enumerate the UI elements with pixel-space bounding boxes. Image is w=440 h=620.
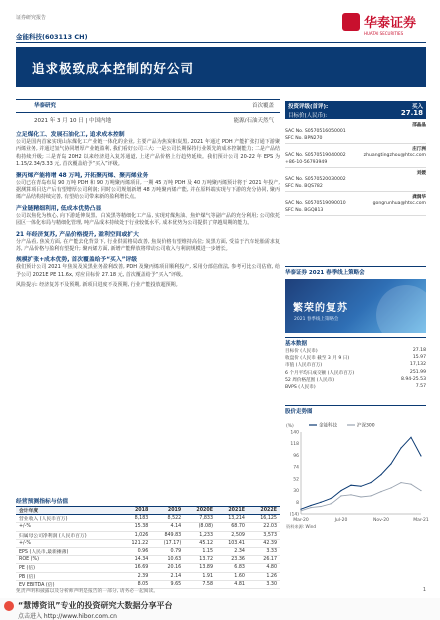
financials-column-header: 2021E xyxy=(216,507,248,515)
series-line-1 xyxy=(301,437,421,509)
financials-cell: 121.22 xyxy=(119,539,151,547)
series-point xyxy=(340,490,341,491)
financials-cell: 8,522 xyxy=(151,515,184,523)
financials-cell: 2,509 xyxy=(216,531,248,539)
basic-data-row xyxy=(285,355,426,362)
financials-cell: PE (倍) xyxy=(16,564,119,572)
financials-row xyxy=(16,539,280,547)
basic-data-key: 52 周价格范围 (人民币) xyxy=(285,377,335,383)
company-ticker: 金能科技(603113 CH) xyxy=(16,33,88,41)
banner-subline: 2021 春季线上策略会 xyxy=(294,317,339,322)
analyst-sac: SAC No. S0570516050001 xyxy=(285,129,346,134)
section-paragraph: 公司已在青岛布局 90 万吨 PDH 和 90 万吨聚丙烯项目, 一期 45 万吨 PDH 及 40 万吨聚丙烯预计将于 2021 年投产, 据测算项目达产后有望增厚公司利润; 同时公司规划新增 48 万吨聚丙烯产能, 并在原料端实现与下游的充分协同, 聚丙烯产品结构持续完善, 有望给公司带来新的盈利增长点。 xyxy=(16,179,280,201)
huatai-logo xyxy=(342,10,426,42)
analyst-sfc: SFC No. BPN270 xyxy=(285,136,323,141)
financials-cell: 13.89 xyxy=(184,564,216,572)
analyst-sac: SAC No. S0570520030002 xyxy=(285,177,346,182)
series-point xyxy=(360,496,361,497)
series-point xyxy=(310,507,311,508)
legend-label: 沪深300 xyxy=(357,423,375,429)
series-point xyxy=(400,447,401,448)
analyst-card xyxy=(285,170,426,192)
analyst-list xyxy=(285,122,426,218)
financials-cell: EPS (人民币,最新摊薄) xyxy=(16,547,119,555)
series-point xyxy=(300,509,301,510)
financials-cell: 3,573 xyxy=(248,531,280,539)
financials-row xyxy=(16,547,280,555)
analyst-sac: SAC No. S0570519040002 xyxy=(285,153,346,158)
target-key: 目标价(人民币): xyxy=(288,113,328,119)
financials-cell: +/-% xyxy=(16,523,119,531)
financials-cell: 103.41 xyxy=(216,539,248,547)
financials-column-header: 2019 xyxy=(151,507,184,515)
financials-cell: 9.65 xyxy=(151,580,184,588)
financials-header-row xyxy=(16,507,280,515)
financials-cell: 2.34 xyxy=(216,547,248,555)
financials-cell: 1.91 xyxy=(184,572,216,580)
logo-mark-icon xyxy=(342,13,360,31)
basic-data-row xyxy=(285,384,426,391)
title-banner xyxy=(16,47,426,87)
series-point xyxy=(310,505,311,506)
section-paragraph: 分产品看, 焦炭方面, 在产能去化背景下, 行业供需格局改善, 焦炭价格有望维持高位; 炭黑方面, 受益于汽车轮胎需求复苏, 产品价格与盈利有望提升; 聚丙烯方面, 新增产能释放将带动公司收入与利润规模进一步增长。 xyxy=(16,238,280,253)
financials-cell: 26.17 xyxy=(248,556,280,564)
rating-value: 买入 xyxy=(411,104,423,110)
report-title: 追求极致成本控制的好公司 xyxy=(32,61,195,76)
basic-data-table xyxy=(285,348,426,391)
basic-data-value: 251.99 xyxy=(409,369,426,375)
series-point xyxy=(360,486,361,487)
financials-cell: (17.17) xyxy=(151,539,184,547)
series-point xyxy=(320,506,321,507)
financials-column-header: 2018 xyxy=(119,507,151,515)
series-point xyxy=(330,498,331,499)
basic-data-key: BVPS (人民币) xyxy=(285,384,316,390)
financials-cell: 归属母公司净利润 (人民币百万) xyxy=(16,531,119,539)
series-point xyxy=(370,482,371,483)
basic-data-key: 目标价 (人民币) xyxy=(285,349,318,354)
financials-row xyxy=(16,564,280,572)
research-label: 华泰研究 xyxy=(34,103,57,109)
analyst-card xyxy=(285,122,426,144)
hibor-link[interactable]: 点击进入 http://www.hibor.com.cn xyxy=(18,613,117,620)
financials-row xyxy=(16,556,280,564)
financials-cell: ROE (%) xyxy=(16,556,119,564)
series-point xyxy=(370,495,371,496)
basic-data-row xyxy=(285,348,426,355)
basic-data-row xyxy=(285,370,426,377)
report-region: 中国内地 xyxy=(89,118,112,124)
series-point xyxy=(400,482,401,483)
chart-divider xyxy=(285,405,426,406)
series-point xyxy=(340,495,341,496)
financials-cell: 23.36 xyxy=(216,556,248,564)
y-tick-label: 96 xyxy=(293,453,299,459)
rating-key: 投资评级(首评): xyxy=(288,104,329,110)
financials-row xyxy=(16,523,280,531)
chart-source: 资料来源: Wind xyxy=(286,524,317,529)
financials-cell: 1.15 xyxy=(184,547,216,555)
analyst-sfc: +86-10-56793949 xyxy=(285,160,328,165)
section-heading: 产业链精细利用, 低成本优势凸显 xyxy=(16,205,102,212)
rating-bar xyxy=(285,101,426,119)
y-tick-label: 74 xyxy=(293,465,299,471)
analyst-sac: SAC No. S0570519090010 xyxy=(285,201,346,206)
series-point xyxy=(380,474,381,475)
analyst-contact[interactable]: zhuangtingzhou@htsc.com xyxy=(363,153,426,158)
series-point xyxy=(420,455,421,456)
logo-text-en: HUATAI SECURITIES xyxy=(364,31,404,36)
financials-column-header: 会计年度 xyxy=(16,507,119,515)
series-point xyxy=(420,490,421,491)
hibor-logo-icon xyxy=(4,601,14,611)
series-point xyxy=(380,491,381,492)
series-point xyxy=(390,487,391,488)
financials-cell: 3.33 xyxy=(248,547,280,555)
strategy-heading: 华泰证券 2021 春季线上策略会 xyxy=(285,270,365,276)
section-paragraph: 公司以焦化为核心, 向下游延伸炭黑、白炭黑等精细化工产品, 实现对煤焦油、焦炉煤气等副产品的充分利用; 公司依托园区一体化布局与精细化管理, 吨产品成本持续处于行业较低水平, 成本优势为公司提供了穿越周期的能力。 xyxy=(16,212,280,227)
hibor-promo-strip[interactable] xyxy=(0,598,440,620)
section-paragraph: 公司是国内首家实现山东煤化工产业链一体化的企业, 主要产品为焦炭和炭黑, 2021 年通过 PDH 产能扩张打通下游聚丙烯业务, 并通过氢气协同增厚产业链盈利, 我们看好公司三大: 一是公司长期保持行业领先的成本控制能力; 二是产品结构持续升级; 三是青岛 20H2 以来经济进入复苏通道, 上述产品价格上行趋势延续。我们预计公司 20-22 年 EPS 为 1.15/2.34/3.33 元, 首次覆盖给予“买入”评级。 xyxy=(16,139,280,168)
report-body xyxy=(16,128,280,290)
analyst-name: 庄汀洲 xyxy=(412,147,426,152)
financials-cell: 68.70 xyxy=(216,523,248,531)
financials-row xyxy=(16,515,280,523)
analyst-card xyxy=(285,194,426,216)
banner-decoration xyxy=(376,285,436,345)
hibor-slogan: “慧博资讯”专业的投资研究大数据分享平台 xyxy=(18,601,173,610)
financials-cell: +/-% xyxy=(16,539,119,547)
basic-data-value: 8.94-25.53 xyxy=(400,376,426,382)
y-tick-label: (14) xyxy=(289,512,299,518)
financials-cell: 14.34 xyxy=(119,556,151,564)
series-point xyxy=(390,463,391,464)
meta-divider-top xyxy=(16,99,280,100)
financials-cell: 45.12 xyxy=(184,539,216,547)
series-point xyxy=(410,437,411,438)
financials-cell: 6.83 xyxy=(216,564,248,572)
page-number: 1 xyxy=(422,587,426,593)
y-tick-label: 140 xyxy=(290,430,299,436)
x-tick-label: Jul-20 xyxy=(334,518,348,523)
financials-cell: 4.81 xyxy=(216,580,248,588)
financials-row xyxy=(16,531,280,539)
basic-data-heading: 基本数据 xyxy=(285,341,308,347)
strategy-divider xyxy=(285,266,426,267)
financials-column-header: 2022E xyxy=(248,507,280,515)
financials-cell: PB (倍) xyxy=(16,572,119,580)
series-point xyxy=(410,484,411,485)
financials-cell: 20.16 xyxy=(151,564,184,572)
analyst-contact[interactable]: gongrunhua@htsc.com xyxy=(372,201,426,206)
financials-cell: 0.96 xyxy=(119,547,151,555)
financials-cell: 1.26 xyxy=(248,572,280,580)
analyst-sfc: SFC No. BGQ813 xyxy=(285,208,324,213)
series-point xyxy=(350,494,351,495)
y-tick-label: 118 xyxy=(290,442,299,448)
strategy-banner[interactable] xyxy=(285,279,426,333)
financials-cell: 16,125 xyxy=(248,515,280,523)
basic-data-key: 6 个月平均日成交额 (人民币百万) xyxy=(285,370,355,376)
financials-cell: 7,833 xyxy=(184,515,216,523)
financials-cell: 3.30 xyxy=(248,580,280,588)
financials-cell: 13,214 xyxy=(216,515,248,523)
y-unit-label: (%) xyxy=(286,424,294,429)
analyst-name: 龚润华 xyxy=(412,195,426,200)
financials-cell: 1.60 xyxy=(216,572,248,580)
logo-text-cn: 华泰证券 xyxy=(364,16,417,31)
report-type-label: 证券研究报告 xyxy=(16,15,47,21)
chart-heading: 股价走势图 xyxy=(285,409,313,415)
date-region: 2021 年 3 月 10 日 | 中国内地 xyxy=(34,118,112,124)
series-point xyxy=(330,503,331,504)
financials-cell: 16.69 xyxy=(119,564,151,572)
financials-cell: 4.80 xyxy=(248,564,280,572)
basic-data-row xyxy=(285,377,426,384)
financials-cell: (8.08) xyxy=(184,523,216,531)
financials-cell: 22.03 xyxy=(248,523,280,531)
basic-data-value: 17,132 xyxy=(409,362,426,368)
target-value: 27.18 xyxy=(400,109,423,117)
financials-cell: 849.83 xyxy=(151,531,184,539)
basic-data-value: 15.97 xyxy=(412,355,426,361)
financials-cell: 8.05 xyxy=(119,580,151,588)
banner-headline: 繁荣的复苏 xyxy=(293,303,348,314)
analyst-name: 刘媛 xyxy=(416,171,426,176)
financials-cell: 15.38 xyxy=(119,523,151,531)
section-heading: 规模扩张+成本优势, 首次覆盖给予“买入”评级 xyxy=(16,257,138,264)
header-divider xyxy=(16,42,426,43)
financials-cell: 7.58 xyxy=(184,580,216,588)
y-tick-label: 30 xyxy=(293,489,299,495)
financials-cell: 4.14 xyxy=(151,523,184,531)
financials-cell: 1,026 xyxy=(119,531,151,539)
basic-data-divider xyxy=(285,337,426,338)
disclaimer-note: 免责声明和披露以及分析师声明是报告的一部分, 请务必一起阅读。 xyxy=(16,589,159,594)
coverage-label: 首次覆盖 xyxy=(251,103,274,109)
section-heading: 立足煤化工、发展石油化工, 追求成本控制 xyxy=(16,132,125,138)
financials-cell: 13.72 xyxy=(184,556,216,564)
basic-data-key: 市值 (人民币百万) xyxy=(285,363,323,369)
x-tick-label: Nov-20 xyxy=(372,518,390,523)
series-point xyxy=(350,485,351,486)
x-tick-label: Mar-21 xyxy=(413,518,429,523)
basic-data-key: 收盘价 (人民币 截至 3 月 9 日) xyxy=(285,356,350,362)
y-tick-label: 52 xyxy=(293,477,299,483)
financials-cell: 1,233 xyxy=(184,531,216,539)
basic-data-row xyxy=(285,362,426,369)
analyst-card xyxy=(285,146,426,168)
financials-cell: 10.63 xyxy=(151,556,184,564)
series-point xyxy=(320,502,321,503)
financials-cell: 0.79 xyxy=(151,547,184,555)
basic-data-value: 27.18 xyxy=(412,348,426,353)
financials-row xyxy=(16,572,280,580)
financials-heading: 经营预测指标与估值 xyxy=(16,499,69,505)
financials-column-header: 2020E xyxy=(184,507,216,515)
report-date: 2021 年 3 月 10 日 xyxy=(34,118,84,124)
basic-data-value: 7.57 xyxy=(415,383,426,389)
x-tick-label: Mar-20 xyxy=(293,518,309,523)
financials-cell: 42.39 xyxy=(248,539,280,547)
section-heading: 聚丙烯产能将增 48 万吨, 开拓聚丙烯、聚丙烯业务 xyxy=(16,172,149,179)
meta-divider-mid xyxy=(16,112,280,113)
analyst-name: 邵晶晶 xyxy=(412,123,426,128)
section-heading: 21 年经济复苏, 产品价格提升, 盈利空间或扩大 xyxy=(16,231,139,238)
risk-paragraph: 风险提示: 经济复苏不及预期, 新项目进度不及预期, 行业产能投放超预期。 xyxy=(16,282,181,289)
financials-table xyxy=(16,506,280,589)
financials-cell: EV EBITDA (倍) xyxy=(16,580,119,588)
financials-cell: 8,183 xyxy=(119,515,151,523)
series-point xyxy=(300,510,301,511)
legend-label: 金能科技 xyxy=(319,423,337,429)
financials-cell: 2.14 xyxy=(151,572,184,580)
price-chart xyxy=(285,418,429,530)
financials-cell: 营业收入 (人民币百万) xyxy=(16,515,119,523)
sector-label: 能源/石油天然气 xyxy=(233,118,274,124)
financials-cell: 2.39 xyxy=(119,572,151,580)
section-paragraph: 我们预计公司 2021 年焦炭及炭黑业务盈利改善, PDH 及聚丙烯项目顺利投产, 采用分部估值法, 参考可比公司估值, 给予公司 2021E PE 11.6x, 对应目标价 27.18 元, 首次覆盖给予“买入”评级。 xyxy=(16,264,280,278)
y-tick-label: 8 xyxy=(296,500,299,506)
analyst-sfc: SFC No. BQS782 xyxy=(285,184,323,189)
